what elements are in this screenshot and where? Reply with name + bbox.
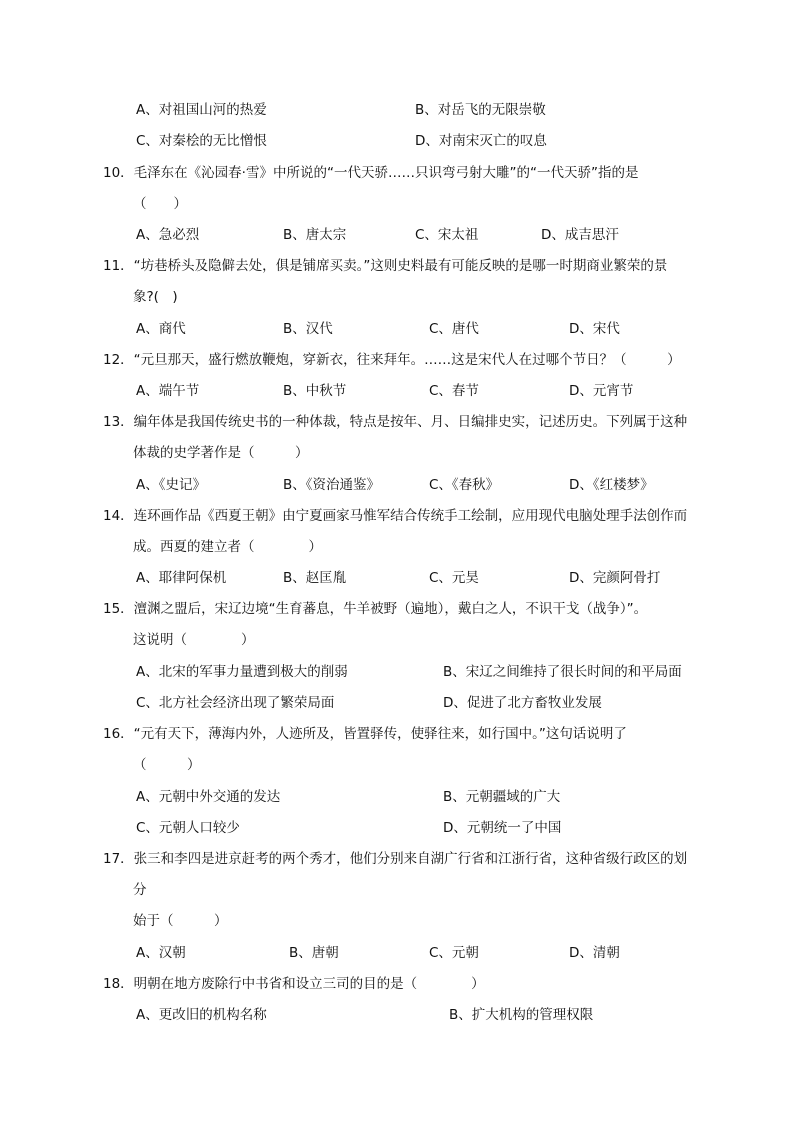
q16-option-a: A、元朝中外交通的发达 [136, 789, 281, 805]
q17-option-c: C、元朝 [429, 945, 479, 961]
q12-option-b: B、中秋节 [283, 383, 347, 399]
q11-stem: 11．“坊巷桥头及隐僻去处，俱是铺席买卖。”这则史料最有可能反映的是哪一时期商业繁荣的景 [103, 258, 668, 274]
q14-option-b: B、赵匡胤 [283, 570, 347, 586]
q10-option-a: A、急必烈 [136, 227, 200, 243]
q12-option-c: C、春节 [429, 383, 479, 399]
q10-stem: 10．毛泽东在《沁园春·雪》中所说的“一代天骄……只识弯弓射大雕”的“一代天骄”指的是 [103, 165, 639, 181]
q10-option-d: D、成吉思汗 [541, 227, 619, 243]
q14-option-c: C、元昊 [429, 570, 479, 586]
q10-blank: （ ） [133, 196, 187, 212]
q16-stem: 16．“元有天下，薄海内外，人迹所及，皆置驿传，使驿往来，如行国中。”这句话说明了 [103, 726, 627, 742]
q14-option-a: A、耶律阿保机 [136, 570, 227, 586]
q17-option-d: D、清朝 [569, 945, 620, 961]
q15-option-d: D、促进了北方畜牧业发展 [443, 695, 602, 711]
q15-stem: 15．澶渊之盟后，宋辽边境“生育蕃息，牛羊被野（遍地），戴白之人，不识干戈（战争）”。 [103, 601, 648, 617]
q13-option-d: D、《红楼梦》 [569, 477, 654, 493]
q10-option-c: C、宋太祖 [415, 227, 479, 243]
q14-option-d: D、完颜阿骨打 [569, 570, 661, 586]
q13-stem: 13．编年体是我国传统史书的一种体裁，特点是按年、月、日编排史实，记述历史。下列属于这种 [103, 414, 688, 430]
q12-option-d: D、元宵节 [569, 383, 634, 399]
q10-option-b: B、唐太宗 [283, 227, 347, 243]
q11-stem-cont: 象?( ) [133, 289, 178, 305]
q9-option-d: D、对南宋灭亡的叹息 [415, 133, 547, 149]
q9-option-b: B、对岳飞的无限崇敬 [415, 102, 546, 118]
q9-option-c: C、对秦桧的无比憎恨 [136, 133, 267, 149]
q18-option-a: A、更改旧的机构名称 [136, 1007, 267, 1023]
q15-stem-cont: 这说明（ ） [133, 632, 255, 648]
q16-option-b: B、元朝疆域的广大 [443, 789, 561, 805]
q12-option-a: A、端午节 [136, 383, 200, 399]
q18-option-b: B、扩大机构的管理权限 [449, 1007, 594, 1023]
q13-option-c: C、《春秋》 [429, 477, 500, 493]
q16-blank: （ ） [133, 757, 201, 773]
q17-stem: 17．张三和李四是进京赶考的两个秀才，他们分别来自湖广行省和江浙行省，这种省级行政区的划 [103, 851, 688, 867]
q11-option-b: B、汉代 [283, 321, 333, 337]
q17-option-b: B、唐朝 [289, 945, 339, 961]
q12-stem: 12．“元旦那天，盛行燃放鞭炮，穿新衣，往来拜年。……这是宋代人在过哪个节日？（ ） [103, 352, 681, 368]
q16-option-c: C、元朝人口较少 [136, 820, 240, 836]
q18-stem: 18．明朝在地方废除行中书省和设立三司的目的是（ ） [103, 976, 485, 992]
q11-option-c: C、唐代 [429, 321, 479, 337]
q17-stem-cont2: 始于（ ） [133, 913, 228, 929]
q15-option-b: B、宋辽之间维持了很长时间的和平局面 [443, 664, 682, 680]
q13-stem-cont: 体裁的史学著作是（ ） [133, 445, 309, 461]
q11-option-d: D、宋代 [569, 321, 620, 337]
q13-option-b: B、《资治通鉴》 [283, 477, 381, 493]
q14-stem-cont: 成。西夏的建立者（ ） [133, 539, 322, 555]
q17-option-a: A、汉朝 [136, 945, 186, 961]
q11-option-a: A、商代 [136, 321, 186, 337]
q9-option-a: A、对祖国山河的热爱 [136, 102, 267, 118]
q14-stem: 14．连环画作品《西夏王朝》由宁夏画家马惟军结合传统手工绘制，应用现代电脑处理手法创作而 [103, 508, 688, 524]
q17-stem-cont: 分 [133, 882, 147, 898]
q16-option-d: D、元朝统一了中国 [443, 820, 562, 836]
q15-option-c: C、北方社会经济出现了繁荣局面 [136, 695, 335, 711]
q15-option-a: A、北宋的军事力量遭到极大的削弱 [136, 664, 348, 680]
q13-option-a: A、《史记》 [136, 477, 206, 493]
